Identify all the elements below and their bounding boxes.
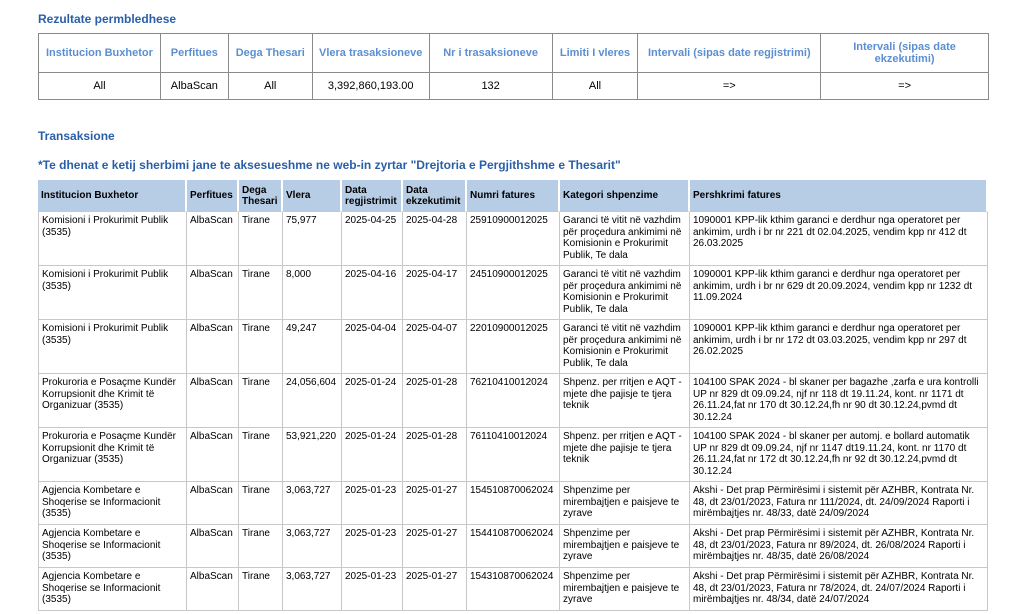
transactions-column-header: Kategori shpenzime bbox=[560, 180, 690, 212]
summary-cell: 132 bbox=[429, 73, 552, 100]
table-cell: 76110410012024 bbox=[467, 428, 560, 482]
table-cell: Tirane bbox=[239, 374, 283, 428]
table-cell: 2025-01-28 bbox=[403, 428, 467, 482]
table-cell: 22010900012025 bbox=[467, 320, 560, 374]
table-cell: Akshi - Det prap Përmirësimi i sistemit për AZHBR, Kontrata Nr. 48, dt 23/01/2023, Fatura nr 111/2024, dt. 24/09/2024 Raporti i mirëmbajtjes nr. 48/33, datë 24/09/2024 bbox=[690, 482, 988, 525]
table-cell: Tirane bbox=[239, 428, 283, 482]
table-cell: Prokuroria e Posaçme Kundër Korrupsionit dhe Krimit të Organizuar (3535) bbox=[38, 428, 187, 482]
table-cell: 1090001 KPP-lik kthim garanci e derdhur nga operatoret per ankimim, urdh i br nr 221 dt 02.04.2025, vendim kpp nr 412 dt 26.03.2025 bbox=[690, 212, 988, 266]
table-cell: 3,063,727 bbox=[283, 482, 342, 525]
table-cell: 2025-01-27 bbox=[403, 525, 467, 568]
table-cell: 154510870062024 bbox=[467, 482, 560, 525]
table-cell: Tirane bbox=[239, 482, 283, 525]
table-cell: 2025-04-25 bbox=[342, 212, 403, 266]
table-cell: 2025-01-28 bbox=[403, 374, 467, 428]
table-row bbox=[38, 428, 988, 482]
table-cell: AlbaScan bbox=[187, 482, 239, 525]
table-cell: Garanci të vitit në vazhdim për proçedura ankimimi në Komisionin e Prokurimit Publik, Te dala bbox=[560, 320, 690, 374]
table-cell: AlbaScan bbox=[187, 568, 239, 611]
table-row bbox=[38, 374, 988, 428]
transactions-header-row bbox=[38, 180, 988, 212]
table-cell: 53,921,220 bbox=[283, 428, 342, 482]
table-cell: Akshi - Det prap Përmirësimi i sistemit për AZHBR, Kontrata Nr. 48, dt 23/01/2023, Fatura nr 89/2024, dt. 26/08/2024 Raporti i mirëmbajtjes nr. 48/35, datë 26/08/2024 bbox=[690, 525, 988, 568]
table-cell: 2025-01-27 bbox=[403, 568, 467, 611]
summary-column-header: Nr i trasaksioneve bbox=[429, 34, 552, 73]
transactions-title: Transaksione bbox=[38, 129, 115, 143]
table-cell: Komisioni i Prokurimit Publik (3535) bbox=[38, 266, 187, 320]
transactions-column-header: Perfitues bbox=[187, 180, 239, 212]
transactions-column-header: Institucion Buxhetor bbox=[38, 180, 187, 212]
table-row bbox=[38, 266, 988, 320]
summary-column-header: Intervali (sipas date ekzekutimi) bbox=[821, 34, 989, 73]
table-cell: 2025-04-16 bbox=[342, 266, 403, 320]
table-cell: 2025-01-23 bbox=[342, 568, 403, 611]
transactions-column-header: Dega Thesari bbox=[239, 180, 283, 212]
table-cell: 49,247 bbox=[283, 320, 342, 374]
table-row bbox=[38, 525, 988, 568]
table-cell: Komisioni i Prokurimit Publik (3535) bbox=[38, 320, 187, 374]
table-row bbox=[38, 568, 988, 611]
table-cell: 8,000 bbox=[283, 266, 342, 320]
summary-column-header: Perfitues bbox=[160, 34, 228, 73]
summary-cell: AlbaScan bbox=[160, 73, 228, 100]
table-cell: Tirane bbox=[239, 525, 283, 568]
table-cell: 2025-01-27 bbox=[403, 482, 467, 525]
summary-table bbox=[38, 33, 989, 100]
table-row bbox=[38, 212, 988, 266]
table-cell: 2025-01-24 bbox=[342, 374, 403, 428]
table-cell: Tirane bbox=[239, 266, 283, 320]
table-cell: Shpenzime per mirembajtjen e paisjeve te zyrave bbox=[560, 568, 690, 611]
table-cell: 154410870062024 bbox=[467, 525, 560, 568]
table-cell: Garanci të vitit në vazhdim për proçedura ankimimi në Komisionin e Prokurimit Publik, Te dala bbox=[560, 212, 690, 266]
table-cell: Tirane bbox=[239, 568, 283, 611]
transactions-body bbox=[38, 212, 988, 611]
table-cell: Garanci të vitit në vazhdim për proçedura ankimimi në Komisionin e Prokurimit Publik, Te dala bbox=[560, 266, 690, 320]
table-cell: 104100 SPAK 2024 - bl skaner per bagazhe ,zarfa e ura kontrolli UP nr 829 dt 09.09.24, njf nr 118 dt 19.11.24, kont. nr 1171 dt 26.11.24,fat nr 170 dt 30.12.24,fh nr 90 dt 30.12.24,pvmd dt 30.12.24 bbox=[690, 374, 988, 428]
table-cell: AlbaScan bbox=[187, 212, 239, 266]
table-cell: 2025-04-07 bbox=[403, 320, 467, 374]
transactions-column-header: Vlera bbox=[283, 180, 342, 212]
summary-cell: => bbox=[638, 73, 821, 100]
table-cell: Agjencia Kombetare e Shoqerise se Informacionit (3535) bbox=[38, 568, 187, 611]
table-cell: 2025-04-04 bbox=[342, 320, 403, 374]
table-cell: Komisioni i Prokurimit Publik (3535) bbox=[38, 212, 187, 266]
table-cell: Agjencia Kombetare e Shoqerise se Informacionit (3535) bbox=[38, 525, 187, 568]
table-cell: Shpenzime per mirembajtjen e paisjeve te zyrave bbox=[560, 482, 690, 525]
transactions-table bbox=[38, 180, 988, 611]
table-cell: 75,977 bbox=[283, 212, 342, 266]
table-cell: Tirane bbox=[239, 212, 283, 266]
table-cell: Tirane bbox=[239, 320, 283, 374]
table-cell: 2025-01-23 bbox=[342, 482, 403, 525]
summary-data-row bbox=[39, 73, 989, 100]
summary-title: Rezultate permbledhese bbox=[38, 12, 177, 26]
table-cell: 2025-01-24 bbox=[342, 428, 403, 482]
table-cell: 3,063,727 bbox=[283, 568, 342, 611]
table-cell: 24,056,604 bbox=[283, 374, 342, 428]
transactions-column-header: Pershkrimi fatures bbox=[690, 180, 988, 212]
table-cell: 1090001 KPP-lik kthim garanci e derdhur nga operatoret per ankimim, urdh i br nr 172 dt 03.03.2025, vendim kpp nr 297 dt 26.02.2025 bbox=[690, 320, 988, 374]
table-cell: 3,063,727 bbox=[283, 525, 342, 568]
table-cell: AlbaScan bbox=[187, 320, 239, 374]
summary-column-header: Limiti I vleres bbox=[552, 34, 638, 73]
table-cell: 1090001 KPP-lik kthim garanci e derdhur nga operatoret per ankimim, urdh i br nr 629 dt 20.09.2024, vendim kpp nr 1232 dt 11.09.2024 bbox=[690, 266, 988, 320]
table-cell: 76210410012024 bbox=[467, 374, 560, 428]
table-cell: AlbaScan bbox=[187, 525, 239, 568]
summary-column-header: Intervali (sipas date regjistrimi) bbox=[638, 34, 821, 73]
table-cell: 24510900012025 bbox=[467, 266, 560, 320]
table-cell: Agjencia Kombetare e Shoqerise se Informacionit (3535) bbox=[38, 482, 187, 525]
table-cell: AlbaScan bbox=[187, 374, 239, 428]
table-cell: Shpenz. per rritjen e AQT - mjete dhe pajisje te tjera teknik bbox=[560, 374, 690, 428]
table-row bbox=[38, 482, 988, 525]
transactions-column-header: Data ekzekutimit bbox=[403, 180, 467, 212]
table-cell: 2025-01-23 bbox=[342, 525, 403, 568]
table-cell: 2025-04-28 bbox=[403, 212, 467, 266]
summary-header-row bbox=[39, 34, 989, 73]
summary-cell: => bbox=[821, 73, 989, 100]
summary-column-header: Dega Thesari bbox=[228, 34, 312, 73]
table-cell: 154310870062024 bbox=[467, 568, 560, 611]
transactions-column-header: Data regjistrimit bbox=[342, 180, 403, 212]
table-cell: 25910900012025 bbox=[467, 212, 560, 266]
table-cell: Shpenz. per rritjen e AQT - mjete dhe pajisje te tjera teknik bbox=[560, 428, 690, 482]
summary-cell: All bbox=[39, 73, 161, 100]
table-cell: AlbaScan bbox=[187, 428, 239, 482]
summary-cell: All bbox=[228, 73, 312, 100]
table-cell: Shpenzime per mirembajtjen e paisjeve te zyrave bbox=[560, 525, 690, 568]
table-cell: 2025-04-17 bbox=[403, 266, 467, 320]
summary-column-header: Vlera trasaksioneve bbox=[312, 34, 429, 73]
transactions-column-header: Numri fatures bbox=[467, 180, 560, 212]
table-row bbox=[38, 320, 988, 374]
summary-cell: All bbox=[552, 73, 638, 100]
summary-column-header: Institucion Buxhetor bbox=[39, 34, 161, 73]
table-cell: Akshi - Det prap Përmirësimi i sistemit për AZHBR, Kontrata Nr. 48, dt 23/01/2023, Fatura nr 78/2024, dt. 24/07/2024 Raporti i mirëmbajtjes nr. 48/34, datë 24/07/2024 bbox=[690, 568, 988, 611]
data-source-notice: *Te dhenat e ketij sherbimi jane te aksesueshme ne web-in zyrtar "Drejtoria e Pergjithshme e Thesarit" bbox=[38, 158, 621, 172]
summary-cell: 3,392,860,193.00 bbox=[312, 73, 429, 100]
table-cell: 104100 SPAK 2024 - bl skaner per automj. e bollard automatik UP nr 829 dt 09.09.24, njf nr 1147 dt19.11.24, kont. nr 1170 dt 26.11.24,fat nr 172 dt 30.12.24,fh nr 92 dt 30.12.24,pvmd dt 30.12.24 bbox=[690, 428, 988, 482]
table-cell: Prokuroria e Posaçme Kundër Korrupsionit dhe Krimit të Organizuar (3535) bbox=[38, 374, 187, 428]
table-cell: AlbaScan bbox=[187, 266, 239, 320]
